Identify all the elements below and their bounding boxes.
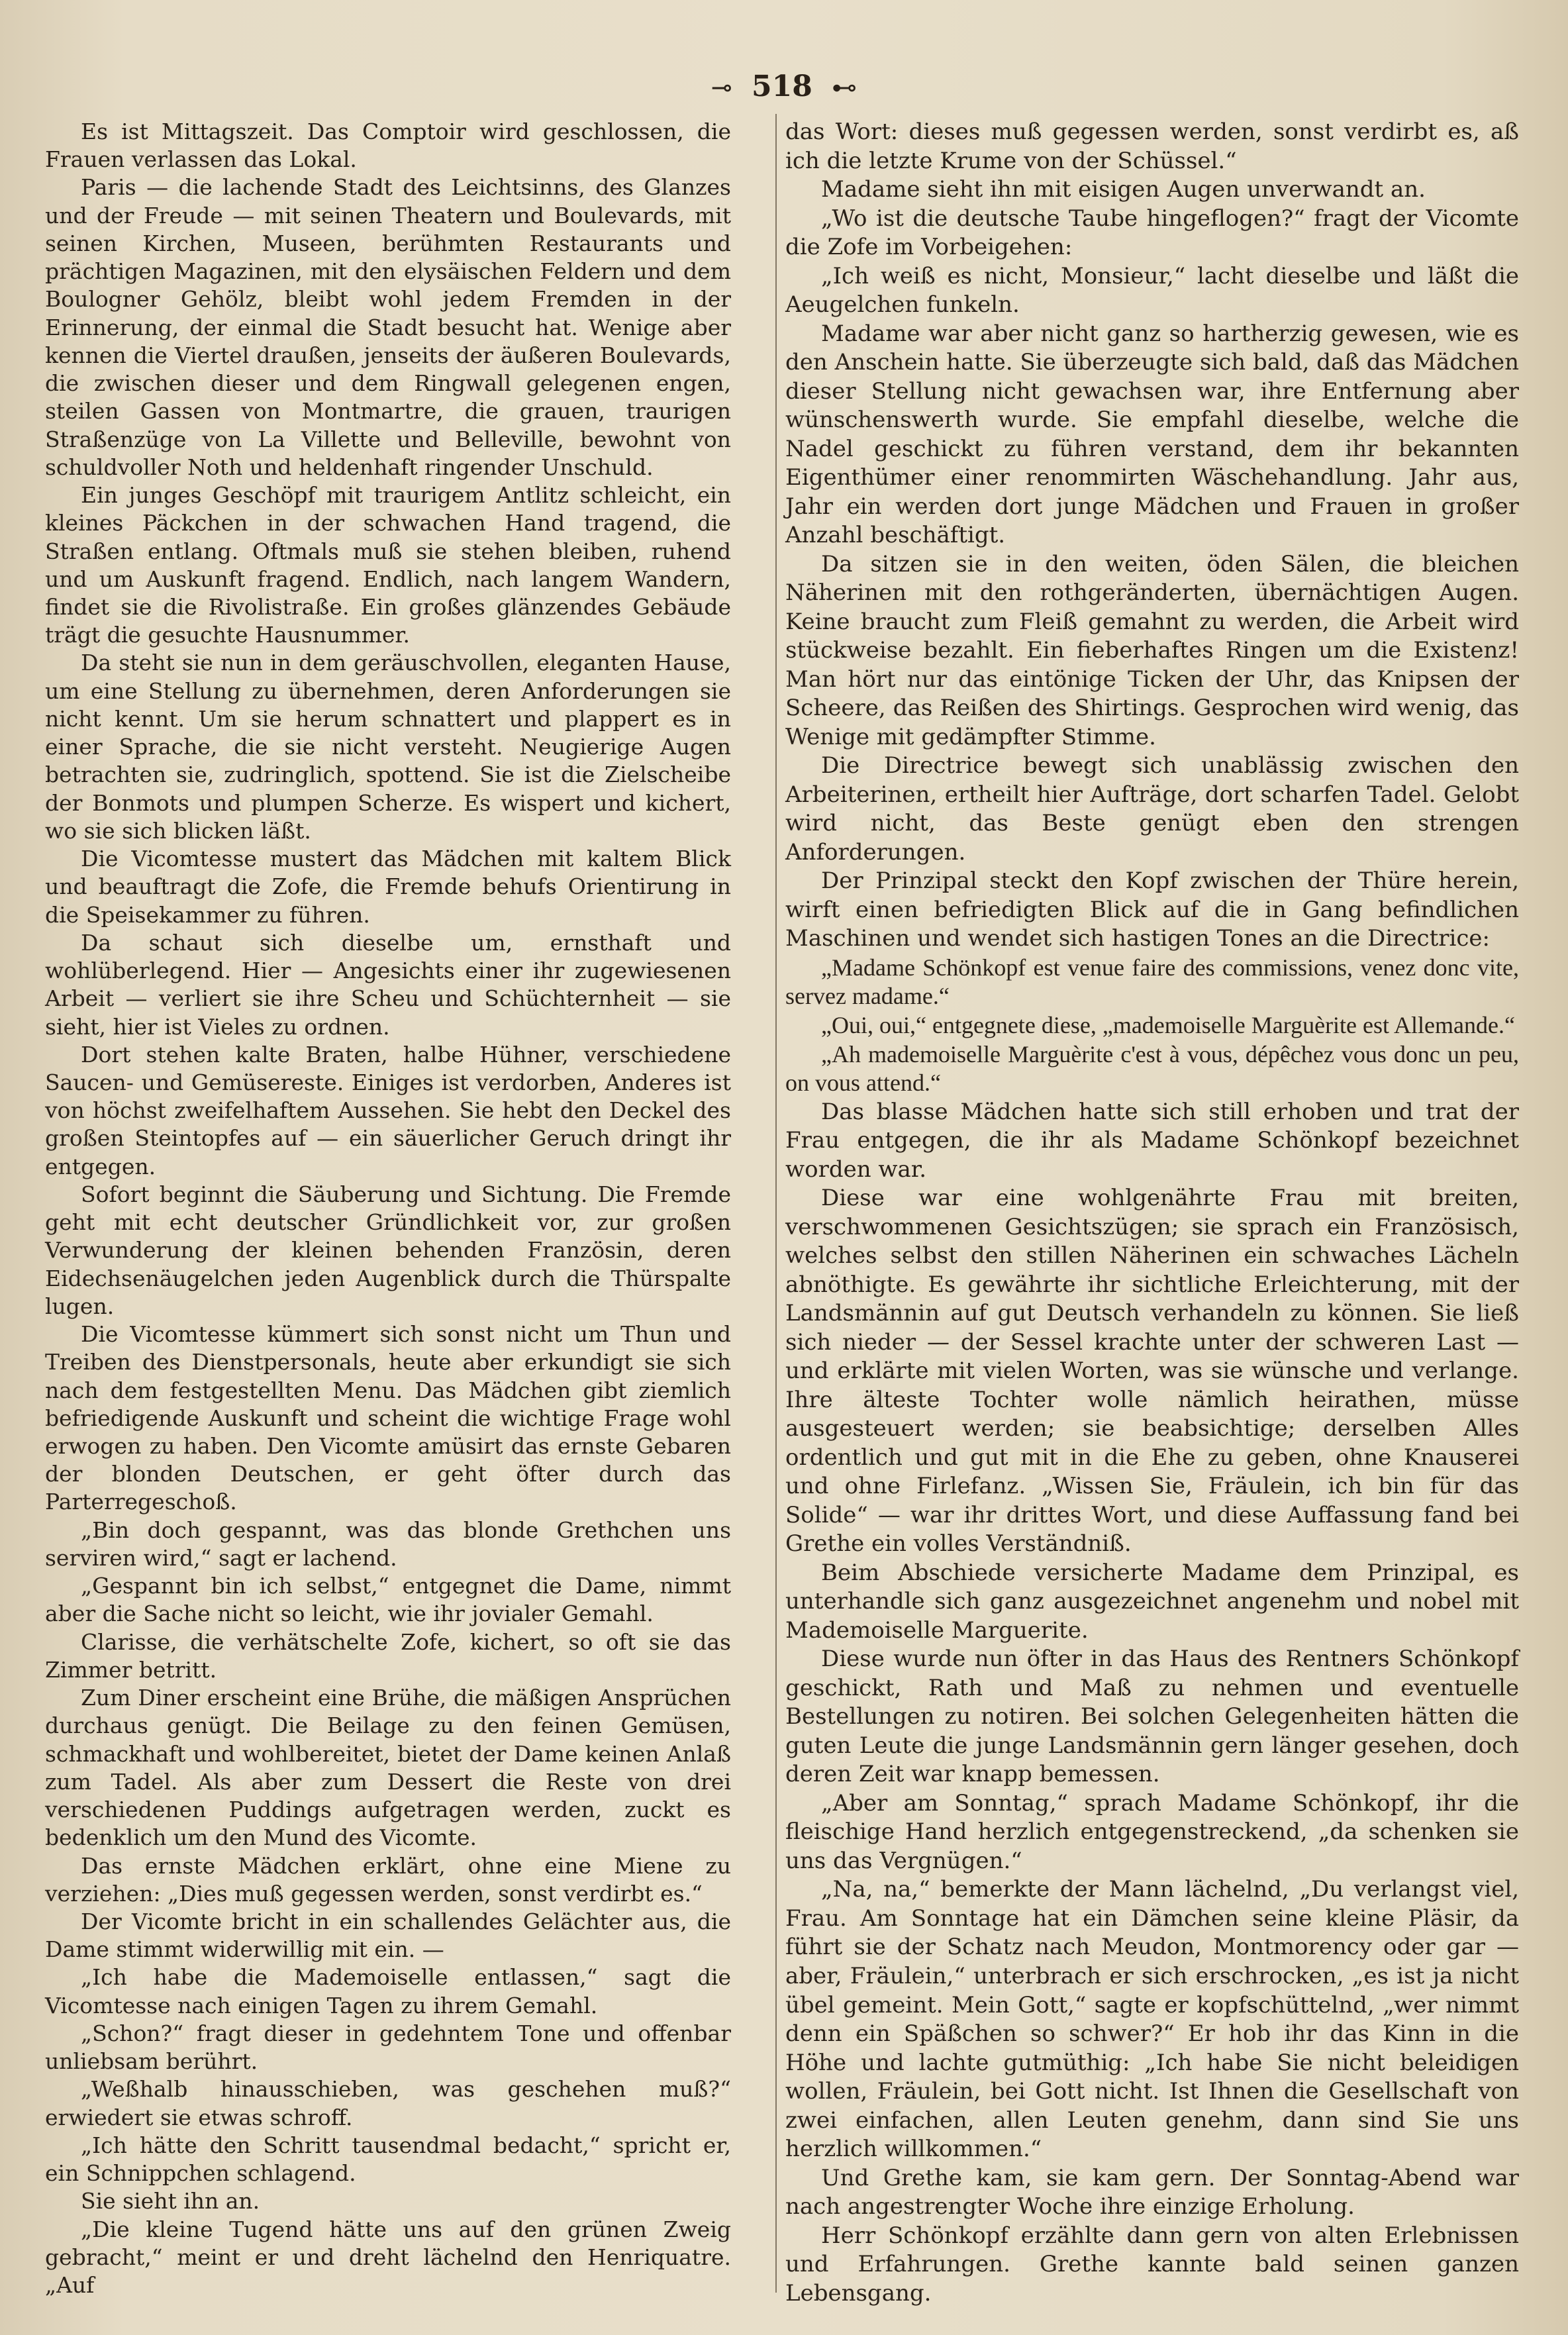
- ornament-left-icon: ⊸: [710, 73, 732, 102]
- paragraph: „Na, na,“ bemerkte der Mann lächelnd, „Du verlangst viel, Frau. Am Sonntage hat ein Dämchen seine kleine Pläsir, da führt sie der Schatz nach Meudon, Montmorency oder gar — aber, Fräulein,“ unterbrach er sich erschrocken, „es ist ja nicht übel gemeint. Mein Gott,“ sagte er kopfschüttelnd, „wer nimmt denn ein Späßchen so schwer?“ Er hob ihr das Kinn in die Höhe und lachte gutmüthig: „Ich habe Sie nicht beleidigen wollen, Fräulein, bei Gott nicht. Ist Ihnen die Gesellschaft von zwei einfachen, allen Leuten genehm, dann sind Sie uns herzlich willkommen.“: [785, 1876, 1519, 2163]
- paragraph: „Bin doch gespannt, was das blonde Grethchen uns serviren wird,“ sagt er lachend.: [45, 1516, 731, 1571]
- paragraph: Madame war aber nicht ganz so hartherzig gewesen, wie es den Anschein hatte. Sie überzeugte sich bald, daß das Mädchen dieser Stellung nicht gewachsen war, ihre Entfernung aber wünschenswerth wurde. Sie empfahl dieselbe, welche die Nadel geschickt zu führen verstand, dem ihr bekannten Eigenthümer einer renommirten Wäschehandlung. Jahr aus, Jahr ein werden dort junge Mädchen und Frauen in großer Anzahl beschäftigt.: [785, 320, 1519, 549]
- paragraph: Sofort beginnt die Säuberung und Sichtung. Die Fremde geht mit echt deutscher Gründlichkeit vor, zur großen Verwunderung der kleinen behenden Französin, deren Eidechsenäugelchen jeden Augenblick durch die Thürspalte lugen.: [45, 1181, 731, 1319]
- paragraph: Die Directrice bewegt sich unablässig zwischen den Arbeiterinen, ertheilt hier Aufträge, dort scharfen Tadel. Gelobt wird nicht, das Beste genügt eben den strengen Anforderungen.: [785, 752, 1519, 866]
- paragraph: „Madame Schönkopf est venue faire des commissions, venez donc vite, servez madame.“: [785, 954, 1519, 1010]
- paragraph: Dort stehen kalte Braten, halbe Hühner, verschiedene Saucen- und Gemüsereste. Einiges ist verdorben, Anderes ist von höchst zweifelhaftem Aussehen. Sie hebt den Deckel des großen Steintopfes auf — ein säuerlicher Geruch dringt ihr entgegen.: [45, 1041, 731, 1179]
- paragraph: Beim Abschiede versicherte Madame dem Prinzipal, es unterhandle sich ganz ausgezeichnet angenehm und nobel mit Mademoiselle Marguerite.: [785, 1559, 1519, 1644]
- paragraph: Der Prinzipal steckt den Kopf zwischen der Thüre herein, wirft einen befriedigten Blick auf die in Gang befindlichen Maschinen und wendet sich hastigen Tones an die Directrice:: [785, 868, 1519, 952]
- paragraph: „Oui, oui,“ entgegnete diese, „mademoiselle Marguèrite est Allemande.“: [821, 1011, 1515, 1038]
- paragraph: Madame sieht ihn mit eisigen Augen unverwandt an.: [821, 176, 1426, 203]
- paragraph: Herr Schönkopf erzählte dann gern von alten Erlebnissen und Erfahrungen. Grethe kannte bald seinen ganzen Lebensgang.: [785, 2222, 1519, 2307]
- paragraph: Da sitzen sie in den weiten, öden Sälen, die bleichen Näherinen mit den rothgeränderten, übernächtigen Augen. Keine braucht zum Fleiß gemahnt zu werden, die Arbeit wird stückweise bezahlt. Ein fieberhaftes Ringen um die Existenz! Man hört nur das eintönige Ticken der Uhr, das Knipsen der Scheere, das Reißen des Shirtings. Gesprochen wird wenig, das Wenige mit gedämpfter Stimme.: [785, 550, 1519, 750]
- paragraph: Es ist Mittagszeit. Das Comptoir wird geschlossen, die Frauen verlassen das Lokal.: [45, 119, 731, 173]
- column-divider: [775, 114, 777, 2293]
- paragraph: Diese war eine wohlgenährte Frau mit breiten, verschwommenen Gesichtszügen; sie sprach ein Französisch, welches selbst den stillen Näherinen ein schwaches Lächeln abnöthigte. Es gewährte ihr sichtliche Erleichterung, mit der Landsmännin auf gut Deutsch verhandeln zu können. Sie ließ sich nieder — der Sessel krachte unter der schweren Last — und erklärte mit vielen Worten, was sie wünsche und verlange. Ihre älteste Tochter wolle nämlich heirathen, müsse ausgesteuert werden; sie beabsichtige; derselben Alles ordentlich und gut mit in die Ehe zu geben, ohne Knauserei und ohne Firlefanz. „Wissen Sie, Fräulein, ich bin für das Solide“ — war ihr drittes Wort, und diese Auffassung fand bei Grethe ein volles Verständniß.: [785, 1185, 1519, 1558]
- paragraph: Diese wurde nun öfter in das Haus des Rentners Schönkopf geschickt, Rath und Maß zu nehmen und eventuelle Bestellungen zu notiren. Bei solchen Gelegenheiten hätten die guten Leute die junge Landsmännin gern länger gesehen, doch deren Zeit war knapp bemessen.: [785, 1646, 1519, 1788]
- paragraph: „Ich habe die Mademoiselle entlassen,“ sagt die Vicomtesse nach einigen Tagen zu ihrem Gemahl.: [45, 1964, 731, 2018]
- paragraph: „Weßhalb hinausschieben, was geschehen muß?“ erwiedert sie etwas schroff.: [45, 2076, 731, 2130]
- paragraph: Das ernste Mädchen erklärt, ohne eine Miene zu verziehen: „Dies muß gegessen werden, sonst verdirbt es.“: [45, 1852, 731, 1907]
- paragraph: Da steht sie nun in dem geräuschvollen, eleganten Hause, um eine Stellung zu übernehmen, deren Anforderungen sie nicht kennt. Um sie herum schnattert und plappert es in einer Sprache, die sie nicht versteht. Neugierige Augen betrachten sie, zudringlich, spottend. Sie ist die Zielscheibe der Bonmots und plumpen Scherze. Es wispert und kichert, wo sie sich blicken läßt.: [45, 650, 731, 844]
- paragraph: „Ah mademoiselle Marguèrite c'est à vous, dépêchez vous donc un peu, on vous attend.“: [785, 1040, 1519, 1097]
- paragraph: „Schon?“ fragt dieser in gedehntem Tone und offenbar unliebsam berührt.: [45, 2020, 731, 2075]
- paragraph: „Aber am Sonntag,“ sprach Madame Schönkopf, ihr die fleischige Hand herzlich entgegenstreckend, „da schenken sie uns das Vergnügen.“: [785, 1789, 1519, 1874]
- paragraph: Die Vicomtesse kümmert sich sonst nicht um Thun und Treiben des Dienstpersonals, heute aber erkundigt sie sich nach dem festgestellten Menu. Das Mädchen gibt ziemlich befriedigende Auskunft und scheint die wichtige Frage wohl erwogen zu haben. Den Vicomte amüsirt das ernste Gebaren der blonden Deutschen, er geht öfter durch das Parterregeschoß.: [45, 1321, 731, 1515]
- paragraph: „Ich weiß es nicht, Monsieur,“ lacht dieselbe und läßt die Aeugelchen funkeln.: [785, 262, 1519, 319]
- paragraph: Die Vicomtesse mustert das Mädchen mit kaltem Blick und beauftragt die Zofe, die Fremde behufs Orientirung in die Speisekammer zu führen.: [45, 846, 731, 928]
- paragraph: „Die kleine Tugend hätte uns auf den grünen Zweig gebracht,“ meint er und dreht lächelnd den Henriquatre. „Auf: [45, 2216, 731, 2299]
- paragraph: „Wo ist die deutsche Taube hingeflogen?“ fragt der Vicomte die Zofe im Vorbeigehen:: [785, 205, 1519, 261]
- page-header: [0, 64, 1568, 110]
- ornament-right-icon: ⊷: [832, 73, 858, 102]
- page-number: 518: [751, 70, 812, 103]
- paragraph: Ein junges Geschöpf mit traurigem Antlitz schleicht, ein kleines Päckchen in der schwachen Hand tragend, die Straßen entlang. Oftmals muß sie stehen bleiben, ruhend und um Auskunft fragend. Endlich, nach langem Wandern, findet sie die Rivolistraße. Ein großes glänzendes Gebäude trägt die gesuchte Hausnummer.: [45, 482, 731, 648]
- paragraph: Das blasse Mädchen hatte sich still erhoben und trat der Frau entgegen, die ihr als Madame Schönkopf bezeichnet worden war.: [785, 1098, 1519, 1183]
- paragraph: Und Grethe kam, sie kam gern. Der Sonntag-Abend war nach angestrengter Woche ihre einzige Erholung.: [785, 2164, 1519, 2220]
- left-column: [45, 118, 731, 2299]
- paragraph: Sie sieht ihn an.: [81, 2188, 260, 2214]
- paragraph: Da schaut sich dieselbe um, ernsthaft und wohlüberlegend. Hier — Angesichts einer ihr zugewiesenen Arbeit — verliert sie ihre Scheu und Schüchternheit — sie sieht, hier ist Vieles zu ordnen.: [45, 929, 731, 1040]
- right-column: [785, 118, 1519, 2308]
- paragraph: „Gespannt bin ich selbst,“ entgegnet die Dame, nimmt aber die Sache nicht so leicht, wie ihr jovialer Gemahl.: [45, 1573, 731, 1627]
- paragraph: Paris — die lachende Stadt des Leichtsinns, des Glanzes und der Freude — mit seinen Theatern und Boulevards, mit seinen Kirchen, Museen, berühmten Restaurants und prächtigen Magazinen, mit den elysäischen Feldern und dem Boulogner Gehölz, bleibt wohl jedem Fremden in der Erinnerung, der einmal die Stadt besucht hat. Wenige aber kennen die Viertel draußen, jenseits der äußeren Boulevards, die zwischen dieser und dem Ringwall gelegenen engen, steilen Gassen von Montmartre, die grauen, traurigen Straßenzüge von La Villette und Belleville, bewohnt von schuldvoller Noth und heldenhaft ringender Unschuld.: [45, 174, 731, 480]
- paragraph: das Wort: dieses muß gegessen werden, sonst verdirbt es, aß ich die letzte Krume von der Schüssel.“: [785, 119, 1519, 174]
- paragraph: „Ich hätte den Schritt tausendmal bedacht,“ spricht er, ein Schnippchen schlagend.: [45, 2132, 731, 2187]
- paragraph: Clarisse, die verhätschelte Zofe, kichert, so oft sie das Zimmer betritt.: [45, 1628, 731, 1683]
- paragraph: Der Vicomte bricht in ein schallendes Gelächter aus, die Dame stimmt widerwillig mit ein. —: [45, 1909, 731, 1963]
- paragraph: Zum Diner erscheint eine Brühe, die mäßigen Ansprüchen durchaus genügt. Die Beilage zu den feinen Gemüsen, schmackhaft und wohlbereitet, bietet der Dame keinen Anlaß zum Tadel. Als aber zum Dessert die Reste von drei verschiedenen Puddings aufgetragen werden, zuckt es bedenklich um den Mund des Vicomte.: [45, 1685, 731, 1851]
